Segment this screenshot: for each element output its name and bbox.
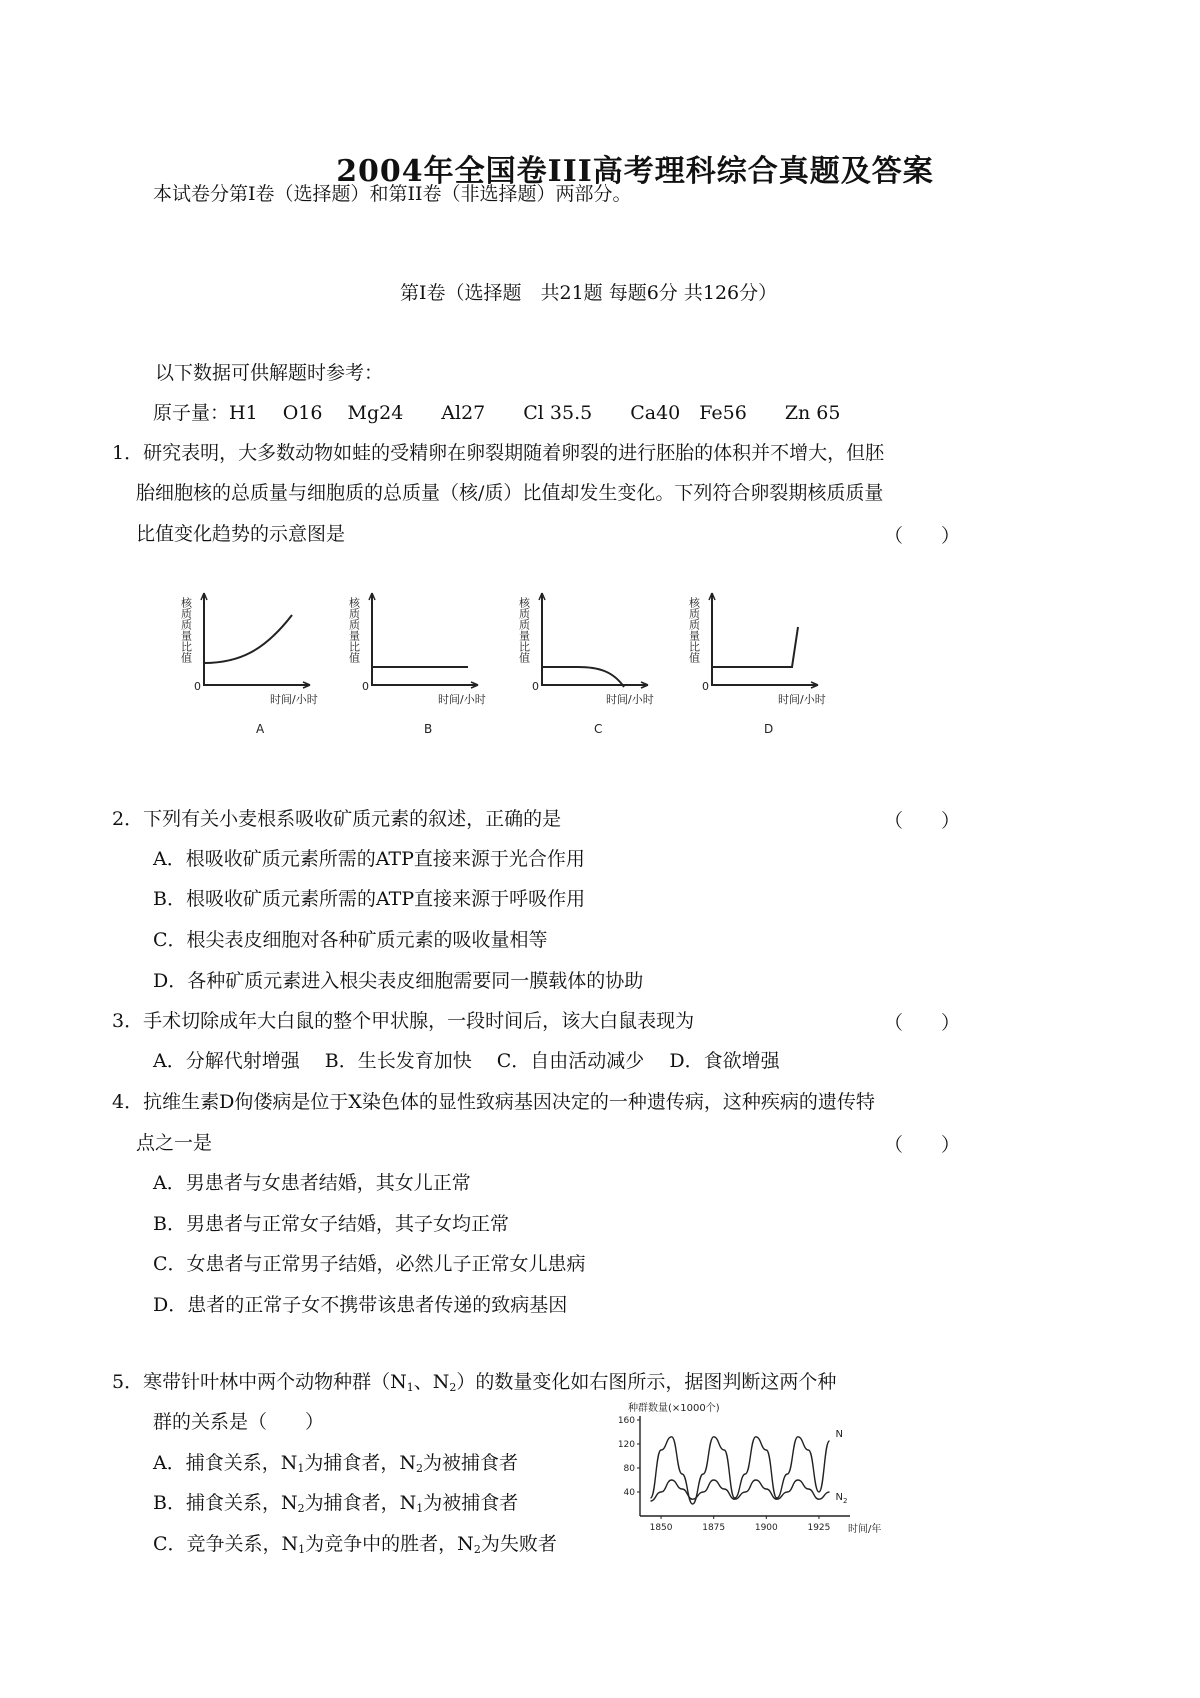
graph-a-xlabel: 时间/小时 xyxy=(270,693,318,706)
graph-c-ylabel: 核质质量比值 xyxy=(518,597,531,663)
graph-c-xlabel: 时间/小时 xyxy=(606,693,654,706)
chart-y-tick-label: 160 xyxy=(617,1416,635,1426)
chart-series-line-n1 xyxy=(651,1437,830,1504)
q1-answer-paren: （ ） xyxy=(884,525,961,547)
q3-stem: 3．手术切除成年大白鼠的整个甲状腺，一段时间后，该大白鼠表现为 xyxy=(112,1010,695,1032)
q5-stem-2: 群的关系是（ ） xyxy=(153,1411,325,1433)
q5-option-b: B．捕食关系，$N_2$为捕食者，$N_1$为被捕食者 xyxy=(153,1492,519,1515)
chart-y-tick-label: 120 xyxy=(617,1440,635,1450)
q4-option-d: D．患者的正常子女不携带该患者传递的致病基因 xyxy=(153,1294,568,1316)
graph-d-ylabel: 核质质量比值 xyxy=(688,597,701,663)
chart-series-label: N xyxy=(835,1429,843,1440)
chart-ylabel: 种群数量(×1000个) xyxy=(628,1403,720,1414)
chart-x-tick-label: 1900 xyxy=(754,1523,778,1533)
population-chart xyxy=(610,1400,910,1540)
chart-x-tick-label: 1875 xyxy=(702,1523,726,1533)
section-heading: 第I卷（选择题 共21题 每题6分 共126分） xyxy=(400,282,778,304)
graph-d-xlabel: 时间/小时 xyxy=(778,693,826,706)
graph-b-ylabel: 核质质量比值 xyxy=(348,597,361,663)
q5-stem: 5．寒带针叶林中两个动物种群（$N_1$、$N_2$）的数量变化如右图所示，据图判断这两个种 xyxy=(112,1371,837,1394)
chart-x-tick-label: 1850 xyxy=(649,1523,673,1533)
graph-d-origin: 0 xyxy=(702,680,709,693)
q4-line-2: 点之一是 xyxy=(136,1132,213,1154)
intro-text: 本试卷分第I卷（选择题）和第II卷（非选择题）两部分。 xyxy=(153,183,632,205)
reference-note: 以下数据可供解题时参考： xyxy=(155,362,384,384)
q2-answer-paren: （ ） xyxy=(884,810,961,832)
chart-y-tick-label: 80 xyxy=(623,1464,635,1474)
q4-line-1: 4．抗维生素D佝偻病是位于X染色体的显性致病基因决定的一种遗传病，这种疾病的遗传特 xyxy=(112,1091,875,1113)
q1-line-2: 胎细胞核的总质量与细胞质的总质量（核/质）比值却发生变化。下列符合卵裂期核质质量 xyxy=(136,482,884,504)
q1-graph-d xyxy=(688,585,848,745)
q2-option-a: A．根吸收矿质元素所需的ATP直接来源于光合作用 xyxy=(153,848,585,870)
graph-b-xlabel: 时间/小时 xyxy=(438,693,486,706)
document-title: 2004年全国卷III高考理科综合真题及答案 xyxy=(336,154,934,189)
q2-option-b: B．根吸收矿质元素所需的ATP直接来源于呼吸作用 xyxy=(153,888,586,910)
graph-d-label: D xyxy=(764,722,774,736)
atomic-masses: 原子量：H1 O16 Mg24 Al27 Cl 35.5 Ca40 Fe56 Zn 65 xyxy=(153,402,841,424)
q2-option-d: D．各种矿质元素进入根尖表皮细胞需要同一膜载体的协助 xyxy=(153,970,644,992)
q2-stem: 2．下列有关小麦根系吸收矿质元素的叙述，正确的是 xyxy=(112,808,562,830)
q3-answer-paren: （ ） xyxy=(884,1012,961,1034)
q1-graph-b xyxy=(348,585,508,745)
graph-a-ylabel: 核质质量比值 xyxy=(180,597,193,663)
q4-option-b: B．男患者与正常女子结婚，其子女均正常 xyxy=(153,1213,509,1235)
graph-a-label: A xyxy=(256,722,265,736)
chart-series-label: $N_2$ xyxy=(835,1492,848,1505)
q5-option-a: A．捕食关系，$N_1$为捕食者，$N_2$为被捕食者 xyxy=(153,1452,519,1475)
q3-options: A．分解代射增强 B．生长发育加快 C．自由活动减少 D．食欲增强 xyxy=(153,1050,780,1072)
chart-x-tick-label: 1925 xyxy=(807,1523,831,1533)
q5-option-c: C．竞争关系，$N_1$为竞争中的胜者，$N_2$为失败者 xyxy=(153,1533,557,1556)
graph-c-label: C xyxy=(594,722,603,736)
chart-y-tick-label: 40 xyxy=(623,1488,635,1498)
q1-line-1: 1．研究表明，大多数动物如蛙的受精卵在卵裂期随着卵裂的进行胚胎的体积并不增大，但胚 xyxy=(112,442,885,464)
graph-b-label: B xyxy=(424,722,433,736)
graph-c-origin: 0 xyxy=(532,680,539,693)
graph-a-origin: 0 xyxy=(194,680,201,693)
q1-graph-a xyxy=(180,585,340,745)
q1-graph-c xyxy=(518,585,678,745)
q4-option-a: A．男患者与女患者结婚，其女儿正常 xyxy=(153,1172,471,1194)
q4-answer-paren: （ ） xyxy=(884,1134,961,1156)
graph-b-origin: 0 xyxy=(362,680,369,693)
chart-xlabel: 时间/年 xyxy=(848,1524,882,1535)
q1-line-3: 比值变化趋势的示意图是 xyxy=(136,523,346,545)
q4-option-c: C．女患者与正常男子结婚，必然儿子正常女儿患病 xyxy=(153,1253,586,1275)
q2-option-c: C．根尖表皮细胞对各种矿质元素的吸收量相等 xyxy=(153,929,548,951)
